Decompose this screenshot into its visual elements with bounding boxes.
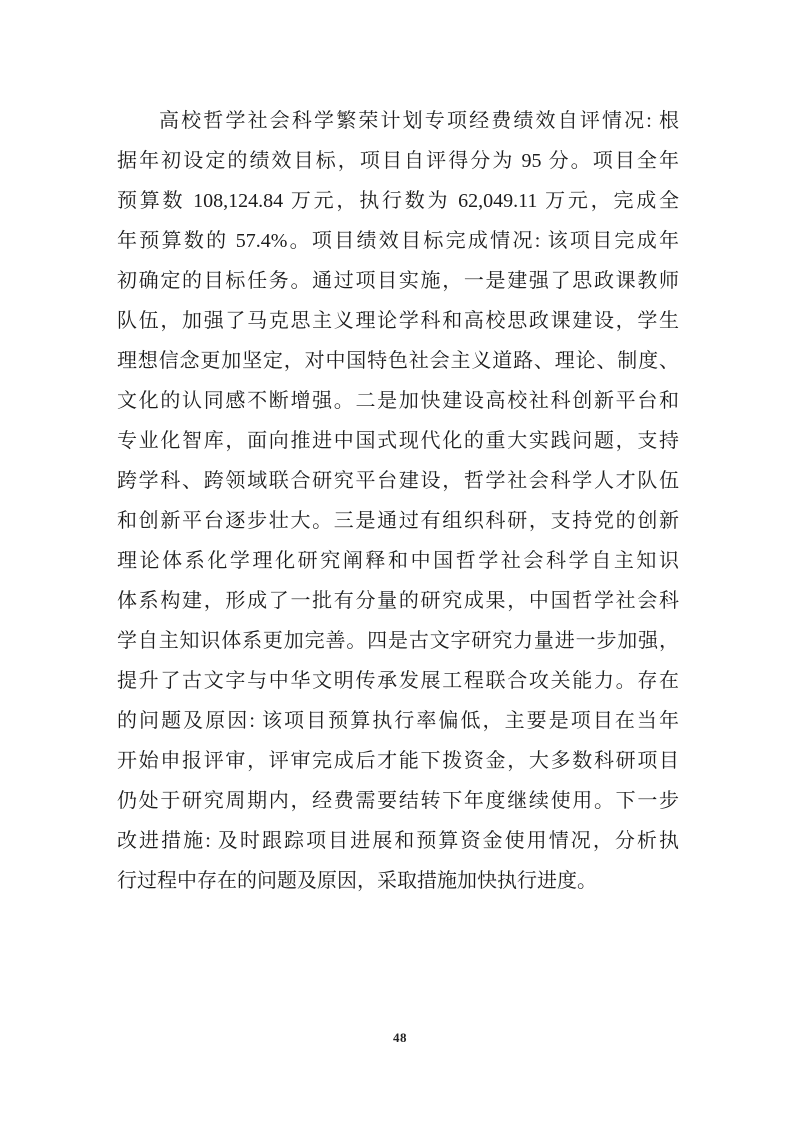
text-line: 体系构建，形成了一批有分量的研究成果，中国哲学社会科 — [117, 590, 679, 612]
text-line: 和创新平台逐步壮大。三是通过有组织科研，支持党的创新 — [117, 510, 679, 532]
text-line: 理论体系化学理化研究阐释和中国哲学社会科学自主知识 — [117, 550, 679, 572]
text-line: 改进措施: 及时跟踪项目进展和预算资金使用情况，分析执 — [117, 830, 679, 852]
text-line: 行过程中存在的问题及原因，采取措施加快执行进度。 — [117, 870, 597, 892]
text-line: 高校哲学社会科学繁荣计划专项经费绩效自评情况: 根 — [159, 110, 679, 132]
text-line: 学自主知识体系更加完善。四是古文字研究力量进一步加强， — [117, 630, 679, 652]
text-line: 文化的认同感不断增强。二是加快建设高校社科创新平台和 — [117, 390, 679, 412]
text-line: 队伍，加强了马克思主义理论学科和高校思政课建设，学生 — [117, 310, 679, 332]
text-line: 年预算数的 57.4%。项目绩效目标完成情况: 该项目完成年 — [117, 230, 679, 252]
text-line: 提升了古文字与中华文明传承发展工程联合攻关能力。存在 — [117, 670, 679, 692]
text-line: 专业化智库，面向推进中国式现代化的重大实践问题，支持 — [117, 430, 679, 452]
text-line: 跨学科、跨领域联合研究平台建设，哲学社会科学人才队伍 — [117, 470, 679, 492]
text-line: 理想信念更加坚定，对中国特色社会主义道路、理论、制度、 — [117, 350, 679, 372]
page-number: 48 — [393, 1030, 407, 1045]
text-line: 初确定的目标任务。通过项目实施，一是建强了思政课教师 — [117, 270, 679, 292]
text-line: 开始申报评审，评审完成后才能下拨资金，大多数科研项目 — [117, 750, 679, 772]
text-line: 仍处于研究周期内，经费需要结转下年度继续使用。下一步 — [117, 790, 679, 812]
paragraph — [117, 101, 679, 901]
text-line: 据年初设定的绩效目标，项目自评得分为 95 分。项目全年 — [117, 150, 679, 172]
text-line: 预算数 108,124.84 万元，执行数为 62,049.11 万元，完成全 — [117, 190, 679, 212]
text-line: 的问题及原因: 该项目预算执行率偏低，主要是项目在当年 — [117, 710, 679, 732]
